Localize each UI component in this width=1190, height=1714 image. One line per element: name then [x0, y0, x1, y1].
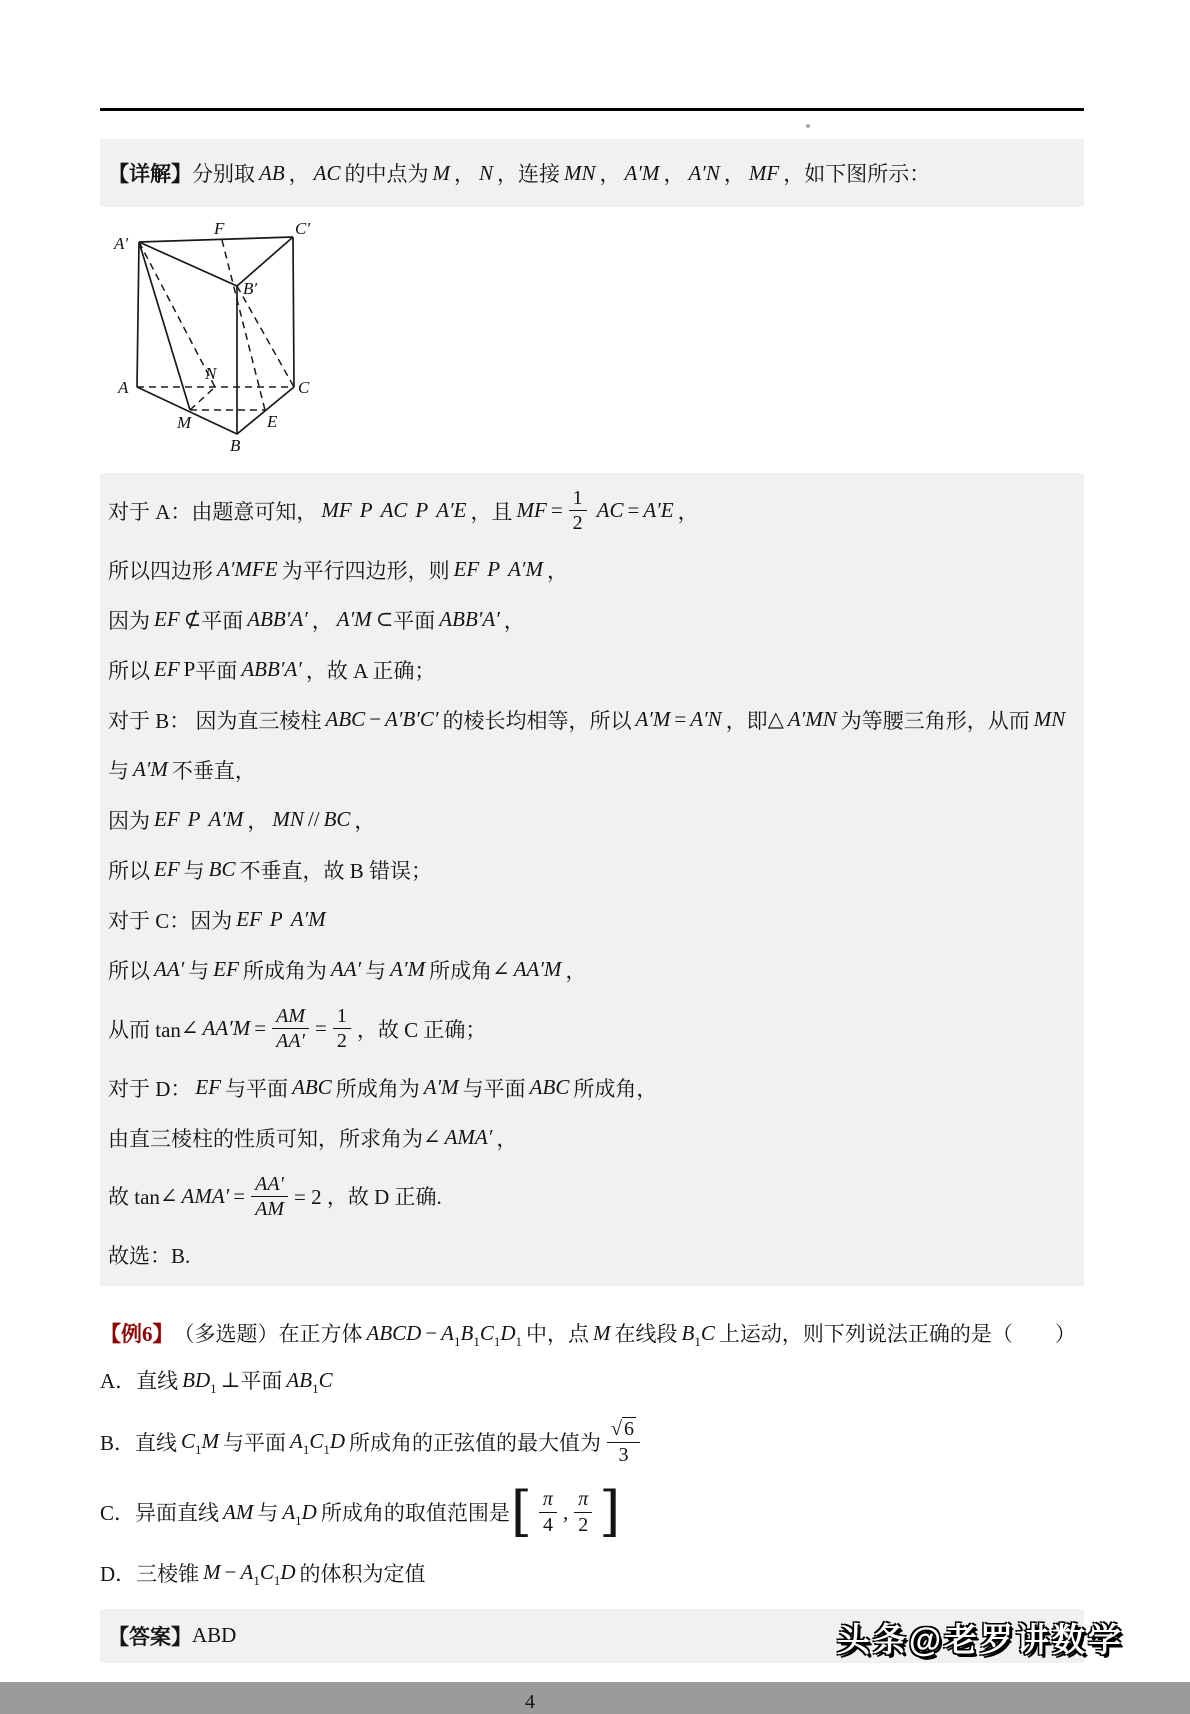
math-var: AMA′: [181, 1183, 230, 1208]
frac-part: AA′: [255, 1172, 284, 1195]
math-var: ABB′A′: [439, 607, 500, 632]
figure-label: F: [214, 219, 225, 238]
text-run: A．直线: [100, 1369, 179, 1394]
numerator: [607, 1417, 640, 1442]
numerator: [574, 1488, 592, 1512]
text-run: ABD: [192, 1623, 237, 1648]
denominator: [251, 1197, 288, 1220]
prism-figure: [104, 219, 316, 461]
math-var: EF: [154, 807, 180, 832]
radicand: 6: [624, 1418, 635, 1441]
solution-line-13: [108, 1113, 1076, 1163]
text-run: 的棱长均相等，所以: [442, 708, 632, 733]
math-var: A: [286, 1367, 300, 1392]
text-run: 与: [188, 958, 210, 983]
math-var: D: [500, 1320, 516, 1345]
math-var: A′M: [133, 757, 168, 782]
subscript: 1: [195, 1442, 202, 1458]
math-var: AM: [223, 1499, 254, 1524]
math-var: P: [359, 498, 373, 523]
math-var: MN: [272, 807, 304, 832]
text-run: ⊥: [220, 1367, 241, 1392]
text-run: ∠: [159, 1183, 178, 1208]
math-var: AMA′: [444, 1125, 493, 1150]
text-run: 所成角: [429, 958, 493, 983]
text-run: ，: [565, 958, 587, 983]
frac-part: AM: [255, 1197, 284, 1220]
text-run: 对于 C：因为: [108, 908, 233, 933]
math-var: BC: [208, 857, 236, 882]
text-run: ，: [677, 499, 699, 524]
math-var: ABC: [325, 707, 366, 732]
math-var: ABB′A′: [241, 657, 302, 682]
subscript: 1: [493, 1333, 501, 1349]
text-run: 平面: [201, 608, 244, 633]
text-run: （多选题）在正方体: [173, 1322, 363, 1347]
text-run: P: [183, 657, 196, 682]
text-run: ，: [454, 162, 475, 186]
math-var: A′M: [624, 160, 660, 185]
text-run: ，连接: [497, 162, 561, 186]
text-run: 与: [257, 1501, 279, 1526]
math-var: AA′: [154, 957, 185, 982]
text-run: ，即: [725, 708, 768, 733]
math-var: A′M: [508, 557, 543, 582]
text-run: 为等腰三角形，从而: [840, 708, 1030, 733]
text-run: =: [627, 498, 640, 523]
solution-line-14: [108, 1163, 1076, 1231]
text-run: 因为: [108, 808, 150, 833]
text-run: 不垂直，故 B 错误；: [239, 858, 433, 883]
solution-line-11: [108, 995, 1076, 1063]
text-run: ，: [496, 1126, 518, 1151]
math-var: AA′: [330, 957, 362, 982]
math-var: C: [700, 1320, 715, 1345]
math-var: A′E: [643, 498, 674, 523]
math-var-subscripted: [441, 1320, 523, 1349]
math-var: A′M: [208, 807, 244, 832]
text-run: 平面: [195, 658, 238, 683]
fraction: [333, 1005, 351, 1053]
text-run: 所成角，: [573, 1076, 658, 1101]
denominator: [569, 511, 587, 534]
math-var: EF: [195, 1075, 222, 1100]
subscript: 1: [473, 1333, 480, 1349]
solution-line-10: [108, 945, 1076, 995]
text-run: ⊄: [183, 607, 202, 632]
math-var: A′M: [635, 707, 671, 732]
math-var: C: [479, 1320, 494, 1345]
text-run: 因为: [108, 608, 150, 633]
figure-label: C′: [295, 219, 311, 238]
text-run: 分别取: [192, 162, 255, 186]
text-run: 对于 B： 因为直三棱柱: [108, 708, 322, 733]
math-var: P: [187, 807, 201, 832]
text-run: ，且: [470, 499, 513, 524]
text-run: 中，点: [526, 1322, 590, 1347]
math-var: A′M: [390, 957, 426, 982]
text-run: ，: [354, 808, 376, 833]
solution-line-5: [108, 695, 1076, 745]
math-var: M: [593, 1320, 611, 1345]
text-run: =: [233, 1183, 246, 1208]
text-run: ，故 A 正确；: [305, 658, 436, 683]
text-run: 由直三棱柱的性质可知，所求角为: [108, 1126, 423, 1151]
math-var: A′M: [423, 1075, 459, 1100]
math-var: D: [280, 1560, 296, 1585]
frac-part: 4: [542, 1513, 553, 1536]
math-var: A: [240, 1560, 254, 1585]
denominator: [272, 1029, 309, 1052]
text-run: 所成角为: [335, 1076, 420, 1101]
math-var-subscripted: [282, 1499, 317, 1528]
subscript: 1: [323, 1442, 330, 1458]
radical-sign: √: [611, 1418, 623, 1441]
example-label: 【例6】: [100, 1322, 174, 1347]
subscript: 1: [694, 1333, 701, 1349]
option-c: C．异面直线 AM 与 A 1 D 所成角的取值范围是 [ $\frac{\pi}{4}$ , $\frac{\pi}{2}$ ]: [100, 1480, 621, 1544]
math-var-subscripted: [286, 1367, 333, 1396]
text-run: 故 tan: [108, 1185, 160, 1210]
solution-line-6: [108, 745, 1076, 795]
text-run: 的体积为定值: [299, 1561, 426, 1586]
figure-label: C: [298, 378, 310, 397]
math-var: A′N: [690, 707, 722, 732]
frac-part: 2: [578, 1513, 589, 1536]
text-run: 所以: [108, 958, 150, 983]
solution-line-15: [108, 1230, 1076, 1280]
math-var: B: [681, 1320, 695, 1345]
solution-line-2: [108, 545, 1076, 595]
text-run: −: [224, 1560, 237, 1585]
solution-line-1: [108, 477, 1076, 545]
frac-part: AA′: [276, 1030, 305, 1053]
text-run: −: [369, 707, 382, 732]
math-var: B: [182, 1367, 195, 1392]
math-var: A′M: [336, 607, 372, 632]
frac-part: 3: [618, 1443, 629, 1466]
solution-line-12: [108, 1063, 1076, 1113]
option-a: [100, 1354, 1084, 1406]
math-var: EF: [213, 957, 239, 982]
watermark: 头条@老罗讲数学: [836, 1621, 1124, 1658]
math-var: MF: [748, 160, 780, 185]
text-run: ，: [663, 162, 685, 186]
math-var: D: [195, 1367, 211, 1392]
option-b: [100, 1406, 1084, 1477]
prism-dashed-edges: [137, 240, 294, 410]
math-var: A′N: [688, 160, 720, 185]
subscript: 1: [253, 1573, 260, 1589]
frac-part: 1: [572, 487, 583, 509]
denominator: [539, 1513, 557, 1536]
subscript: 1: [515, 1333, 523, 1349]
text-run: ，: [723, 162, 745, 186]
prism-solid-edges: [137, 237, 294, 434]
figure-label: M: [177, 413, 192, 432]
math-var: A: [290, 1429, 303, 1454]
subscript: 1: [273, 1573, 281, 1589]
figure-label: B: [230, 436, 241, 455]
text-run: 对于 D：: [108, 1076, 192, 1101]
math-var: MN: [1033, 707, 1066, 732]
text-run: ，: [546, 558, 568, 583]
math-var: B: [299, 1367, 313, 1392]
math-var: C: [181, 1429, 196, 1454]
fraction: [272, 1005, 309, 1053]
math-var: M: [201, 1429, 220, 1454]
text-run: ∠: [423, 1125, 441, 1150]
text-run: 与: [365, 958, 387, 983]
math-var: EF: [154, 657, 180, 682]
math-var: C: [318, 1367, 333, 1392]
text-run: =: [254, 1016, 267, 1041]
math-var: M: [203, 1560, 221, 1585]
text-run: 对于 A：由题意可知，: [108, 499, 318, 524]
numerator: [539, 1488, 557, 1512]
math-var: MF: [516, 498, 547, 523]
text-run: 的中点为: [344, 162, 429, 186]
frac-part: 2: [572, 512, 583, 535]
label-text: 【详解】: [108, 162, 192, 186]
math-var: P: [487, 557, 501, 582]
math-var: C: [259, 1560, 274, 1585]
math-var: P: [415, 498, 429, 523]
numerator: [569, 487, 587, 511]
text-run: 平面: [240, 1369, 283, 1394]
math-var: AC: [596, 498, 624, 523]
figure-label: E: [267, 412, 278, 431]
page-content: [100, 0, 1084, 1714]
text-run: 从而 tan: [108, 1017, 181, 1042]
frac-part: AM: [276, 1004, 305, 1027]
text-run: =: [315, 1016, 327, 1041]
math-var: EF: [154, 607, 180, 632]
figure-label: B′: [243, 279, 258, 298]
text-run: 所以: [108, 658, 150, 683]
subscript: 1: [295, 1512, 302, 1528]
text-run: −: [425, 1320, 438, 1345]
math-var: ABCD: [366, 1320, 422, 1345]
math-var: AB: [259, 160, 285, 185]
math-var: ABB′A′: [247, 607, 308, 632]
text-run: 在线段: [614, 1322, 678, 1347]
frac-part: 1: [336, 1004, 347, 1027]
subscript: 1: [454, 1333, 461, 1349]
numerator: [251, 1173, 288, 1197]
math-var: A′E: [436, 498, 467, 523]
text-run: =: [550, 498, 563, 523]
frac-part: 2: [336, 1030, 347, 1053]
math-var: B: [460, 1320, 474, 1345]
text-run: D．三棱锥: [100, 1561, 200, 1586]
solution-line-9: [108, 895, 1076, 945]
text-run: 故选：B.: [108, 1244, 191, 1269]
top-rule: [100, 108, 1084, 111]
text-run: ，: [599, 162, 621, 186]
math-var: MF: [321, 498, 352, 523]
sqrt-fraction: [607, 1417, 640, 1466]
figure-label: N: [205, 364, 217, 383]
text-run: ,: [562, 1499, 569, 1524]
math-var-subscripted: [181, 1429, 220, 1458]
example-question: [100, 1312, 1084, 1354]
text-run: 平面: [393, 608, 436, 633]
fraction: [574, 1488, 592, 1536]
solution-block: [100, 473, 1084, 1286]
text-run: 所以四边形: [108, 558, 213, 583]
solution-line-7: [108, 795, 1076, 845]
text-run: 所成角的正弦值的最大值为: [349, 1430, 602, 1455]
math-var: AA′M: [513, 957, 562, 982]
math-var: A′MN: [787, 707, 837, 732]
detail-intro-line: [108, 148, 1076, 198]
fraction: [569, 487, 587, 535]
math-var: P: [269, 907, 283, 932]
text-run: ，: [288, 162, 310, 186]
subscript: 1: [312, 1380, 319, 1396]
math-var: A′M: [290, 907, 326, 932]
text-run: 所成角为: [242, 958, 327, 983]
solution-line-4: [108, 645, 1076, 695]
text-run: ，: [311, 608, 333, 633]
subscript: 1: [302, 1442, 310, 1458]
text-run: 与平面: [462, 1076, 526, 1101]
solution-line-3: [108, 595, 1076, 645]
numerator: [333, 1005, 351, 1029]
math-var: ABC: [292, 1075, 332, 1100]
denominator: [333, 1029, 351, 1052]
figure-label: A: [118, 378, 129, 397]
text-run: ⊂: [375, 607, 394, 632]
label-text: 【答案】: [108, 1624, 192, 1649]
text-run: 所成角的取值范围是: [320, 1501, 510, 1526]
math-var-subscripted: [681, 1320, 715, 1349]
text-run: ，: [503, 608, 525, 633]
text-run: 为平行四边形，则: [281, 558, 450, 583]
frac-part: π: [578, 1488, 589, 1511]
text-run: 上运动，则下列说法正确的是（ ）: [718, 1322, 1076, 1347]
numerator: [272, 1005, 309, 1029]
text-run: ∠: [492, 957, 510, 982]
math-var: EF: [236, 907, 262, 932]
solution-line-8: [108, 845, 1076, 895]
frac-part: π: [542, 1488, 553, 1511]
text-run: △: [767, 707, 784, 732]
math-var: A: [441, 1320, 454, 1345]
math-var: A′MFE: [217, 557, 278, 582]
subscript: 1: [210, 1380, 217, 1396]
figure-row: [100, 207, 1084, 473]
option-d: [100, 1547, 1084, 1599]
text-run: 与: [108, 758, 129, 783]
figure-label: A′: [114, 234, 129, 253]
math-var: AC: [380, 498, 408, 523]
text-run: ∠: [180, 1016, 199, 1041]
text-run: B．直线: [100, 1430, 178, 1455]
text-run: 与平面: [225, 1076, 289, 1101]
denominator: [574, 1513, 592, 1536]
text-run: =: [674, 707, 687, 732]
text-run: 与平面: [223, 1430, 287, 1455]
math-var: BC: [323, 807, 351, 832]
math-var: MN: [564, 160, 596, 185]
detail-intro-band: [100, 139, 1084, 207]
math-var-subscripted: [290, 1429, 346, 1458]
math-var: M: [432, 160, 450, 185]
math-var: EF: [154, 857, 180, 882]
fraction: [251, 1173, 288, 1221]
math-var: AA′M: [202, 1016, 251, 1041]
math-var: AC: [313, 160, 341, 185]
text-run: ，如下图所示：: [783, 162, 931, 186]
math-var: ABC: [529, 1075, 570, 1100]
text-run: ，故 C 正确；: [356, 1017, 487, 1042]
fraction: [539, 1488, 557, 1536]
math-var: A: [282, 1499, 296, 1524]
text-run: C．异面直线: [100, 1501, 220, 1526]
math-var: D: [301, 1499, 317, 1524]
text-run: ，: [247, 808, 269, 833]
math-var-subscripted: [182, 1367, 217, 1396]
text-run: 所以: [108, 858, 150, 883]
text-run: = 2 ，故 D 正确.: [294, 1185, 442, 1210]
text-run: //: [307, 807, 320, 832]
math-var-subscripted: [240, 1560, 296, 1589]
math-var: EF: [453, 557, 480, 582]
page-number: 4: [525, 1690, 535, 1713]
text-run: 不垂直，: [171, 758, 256, 783]
math-var: N: [479, 160, 494, 185]
math-var: A′B′C′: [385, 707, 439, 732]
denominator: [615, 1443, 633, 1466]
text-run: 与: [183, 858, 205, 883]
math-var: C: [309, 1429, 324, 1454]
math-var: D: [329, 1429, 346, 1454]
